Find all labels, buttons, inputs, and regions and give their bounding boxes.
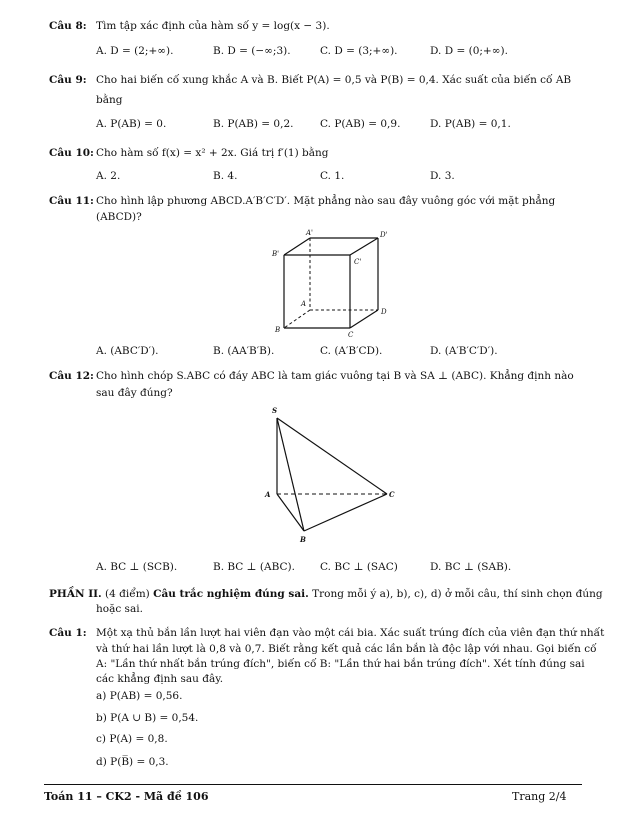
footer-page-number: Trang 2/4 bbox=[512, 790, 567, 803]
label-a: A bbox=[265, 490, 271, 499]
part2-heading-points: (4 điểm) bbox=[101, 588, 154, 600]
q9-option-a: A. P(AB) = 0. bbox=[96, 118, 167, 130]
q10-option-d: D. 3. bbox=[430, 170, 455, 182]
q11-text-line1: Cho hình lập phương ABCD.A′B′C′D′. Mặt phẳng nào sau đây vuông góc với mặt phẳng bbox=[96, 195, 556, 207]
p2q1-item-a: a) P(AB) = 0,56. bbox=[96, 690, 183, 702]
label-a: A bbox=[301, 300, 307, 308]
q9-option-d: D. P(AB) = 0,1. bbox=[430, 118, 511, 130]
part2-heading-title: Câu trắc nghiệm đúng sai. bbox=[153, 588, 309, 600]
q8-label: Câu 8: bbox=[49, 20, 87, 32]
q8-option-c: C. D = (3;+∞). bbox=[320, 45, 398, 57]
p2q1-line1: Một xạ thủ bắn lần lượt hai viên đạn vào một cái bia. Xác suất trúng đích của viên đạn thứ nhất bbox=[96, 627, 605, 639]
q12-label: Câu 12: bbox=[49, 370, 94, 382]
q12-option-a: A. BC ⊥ (SCB). bbox=[96, 561, 178, 573]
q8-option-d: D. D = (0;+∞). bbox=[430, 45, 508, 57]
label-a-prime: A' bbox=[306, 229, 313, 237]
q12-option-b: B. BC ⊥ (ABC). bbox=[213, 561, 295, 573]
label-s: S bbox=[272, 406, 278, 415]
q9-option-c: C. P(AB) = 0,9. bbox=[320, 118, 401, 130]
q11-label: Câu 11: bbox=[49, 195, 94, 207]
p2q1-item-d: d) P(B̅) = 0,3. bbox=[96, 756, 169, 768]
part2-heading-line2: hoặc sai. bbox=[96, 603, 143, 615]
q10-label: Câu 10: bbox=[49, 147, 94, 159]
edge-c1-d1 bbox=[350, 238, 378, 255]
q12-option-c: C. BC ⊥ (SAC) bbox=[320, 561, 398, 573]
footer-divider bbox=[44, 784, 582, 785]
q9-text-line1: Cho hai biến cố xung khắc A và B. Biết P(A) = 0,5 và P(B) = 0,4. Xác suất của biến cố AB bbox=[96, 74, 572, 86]
footer-left: Toán 11 – CK2 - Mã đề 106 bbox=[44, 790, 209, 803]
q9-label: Câu 9: bbox=[49, 74, 87, 86]
p2q1-line2: và thứ hai lần lượt là 0,8 và 0,7. Biết rằng kết quả các lần bắn là độc lập với nhau. Gọi biến cố bbox=[96, 643, 597, 655]
label-c: C bbox=[348, 331, 354, 338]
q11-option-c: C. (A′B′CD). bbox=[320, 345, 383, 357]
q12-text-line1: Cho hình chóp S.ABC có đáy ABC là tam giác vuông tại B và SA ⊥ (ABC). Khẳng định nào bbox=[96, 370, 574, 382]
edge-b1-a1 bbox=[284, 238, 310, 255]
label-c: C bbox=[389, 490, 395, 499]
edge-c-d bbox=[350, 310, 378, 328]
cube-figure bbox=[270, 228, 400, 338]
q11-text-line2: (ABCD)? bbox=[96, 211, 142, 223]
part2-heading-rest: Trong mỗi ý a), b), c), d) ở mỗi câu, thí sinh chọn đúng bbox=[308, 588, 603, 600]
q9-option-b: B. P(AB) = 0,2. bbox=[213, 118, 294, 130]
q11-option-b: B. (AA′B′B). bbox=[213, 345, 275, 357]
p2q1-item-c: c) P(A) = 0,8. bbox=[96, 733, 168, 745]
edge-s-b bbox=[277, 418, 304, 531]
p2q1-label: Câu 1: bbox=[49, 627, 87, 639]
label-b: B bbox=[275, 326, 281, 334]
edge-a-b bbox=[284, 310, 310, 328]
q8-option-a: A. D = (2;+∞). bbox=[96, 45, 174, 57]
q11-option-a: A. (ABC′D′). bbox=[96, 345, 159, 357]
q10-option-a: A. 2. bbox=[96, 170, 121, 182]
label-d: D bbox=[381, 308, 387, 316]
q12-option-d: D. BC ⊥ (SAB). bbox=[430, 561, 512, 573]
q10-option-c: C. 1. bbox=[320, 170, 345, 182]
p2q1-line4: các khẳng định sau đây. bbox=[96, 673, 224, 685]
q12-text-line2: sau đây đúng? bbox=[96, 387, 173, 399]
pyramid-figure bbox=[262, 404, 402, 550]
edge-s-c bbox=[277, 418, 387, 494]
label-c-prime: C' bbox=[354, 258, 362, 266]
edge-b-c bbox=[304, 494, 387, 531]
q8-option-b: B. D = (−∞;3). bbox=[213, 45, 291, 57]
label-b: B bbox=[300, 535, 306, 544]
q11-option-d: D. (A′B′C′D′). bbox=[430, 345, 498, 357]
q10-text: Cho hàm số f(x) = x² + 2x. Giá trị f′(1) bằng bbox=[96, 147, 329, 159]
p2q1-item-b: b) P(A ∪ B) = 0,54. bbox=[96, 712, 199, 724]
p2q1-line3: A: "Lần thứ nhất bắn trúng đích", biến cố B: "Lần thứ hai bắn trúng đích". Xét tính đúng sai bbox=[96, 658, 585, 670]
part2-heading bbox=[49, 588, 603, 601]
label-d-prime: D' bbox=[380, 231, 388, 239]
part2-heading-bold: PHẦN II. bbox=[49, 588, 102, 600]
label-b-prime: B' bbox=[272, 250, 280, 258]
q8-text: Tìm tập xác định của hàm số y = log(x − 3). bbox=[96, 20, 330, 32]
q10-option-b: B. 4. bbox=[213, 170, 238, 182]
q9-text-line2: bằng bbox=[96, 94, 123, 106]
